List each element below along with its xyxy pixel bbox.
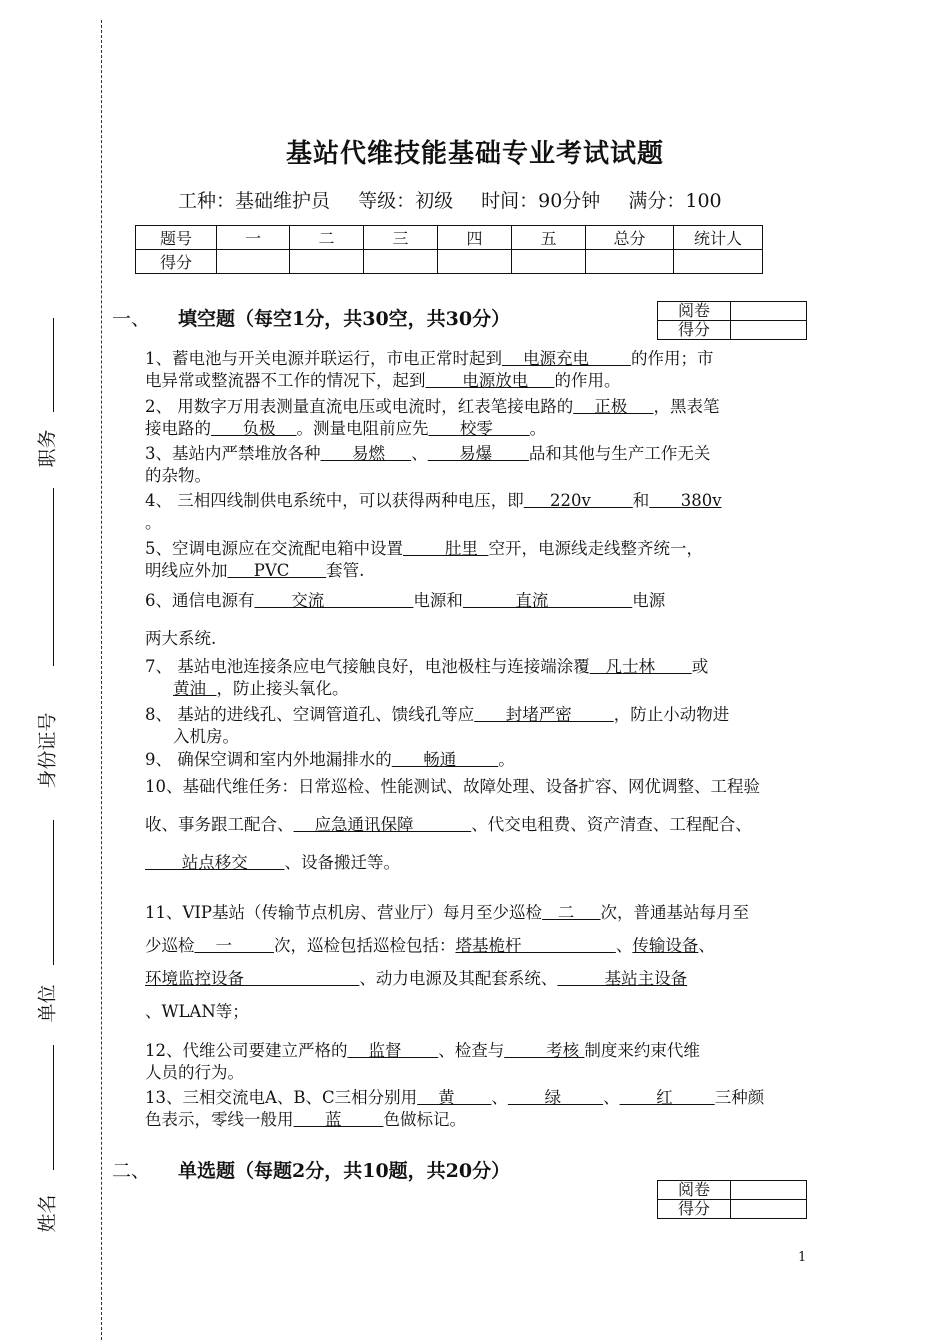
unit-label: 单位 [36, 984, 59, 1023]
question-9: 9、 确保空调和室内外地漏排水的 畅通 。 [145, 750, 515, 769]
score-table [135, 225, 763, 274]
reviewer-field[interactable] [731, 302, 807, 321]
score-empty-cell[interactable] [512, 250, 586, 274]
exam-info [178, 186, 744, 213]
job-label: 职务 [36, 429, 59, 468]
answer-blank: 红 [619, 1088, 715, 1107]
score-label: 得分 [658, 1200, 731, 1219]
section-number: 一、 [112, 308, 151, 330]
answer-blank: 一 [194, 936, 274, 955]
answer-blank: 二 [542, 903, 601, 922]
question-10: 10、基础代维任务：日常巡检、性能测试、故障处理、设备扩容、网优调整、工程验 收、事务跟工配合、 应急通讯保障 、代交电租费、资产清查、工程配合、 站点移交 、设备搬迁等。 [145, 777, 760, 872]
question-6: 6、通信电源有 交流 电源和 直流 电源 两大系统. [145, 591, 666, 648]
answer-blank: 封堵严密 [474, 705, 614, 724]
job-fill-line [53, 318, 54, 412]
score-empty-cell[interactable] [674, 250, 763, 274]
unit-fill-line [53, 1045, 54, 1170]
page-number: 1 [798, 1250, 807, 1265]
reviewer-label: 阅卷 [658, 302, 731, 321]
answer-blank: 考核 [504, 1041, 585, 1060]
answer-blank: 畅通 [391, 750, 499, 769]
score-empty-cell[interactable] [217, 250, 290, 274]
score-cell: 三 [364, 226, 438, 250]
answer-blank: 易爆 [427, 444, 529, 463]
answer-blank: 380v [649, 491, 722, 510]
question-4: 4、 三相四线制供电系统中，可以获得两种电压，即 220v 和 380v 。 [145, 491, 722, 532]
answer-blank: 电源放电 [425, 371, 555, 390]
question-11: 11、VIP基站（传输节点机房、营业厅）每月至少巡检 二 次，普通基站每月至 少巡检 一 次，巡检包括巡检包括：塔基桅杆 、传输设备、 环境监控设备 、动力电源及其配套系统、 基站主设备 、WLAN等； [145, 903, 749, 1021]
binding-dashed-line [101, 20, 102, 1340]
question-13: 13、三相交流电A、B、C三相分别用 黄 、 绿 、 红 三种颜 色表示，零线一般用 蓝 色做标记。 [145, 1088, 765, 1129]
question-8: 8、 基站的进线孔、空调管道孔、馈线孔等应 封堵严密 ，防止小动物进 入机房。 [145, 705, 730, 746]
question-12: 12、代维公司要建立严格的 监督 、检查与 考核 制度来约束代维 人员的行为。 [145, 1041, 700, 1082]
section-1-judge-box [657, 301, 807, 340]
answer-blank: 蓝 [293, 1110, 384, 1129]
score-cell: 一 [217, 226, 290, 250]
exam-full-score: 满分：100 [628, 190, 722, 212]
section-heading: 填空题（每空1分，共30空，共30分） [178, 308, 511, 330]
question-2: 2、 用数字万用表测量直流电压或电流时，红表笔接电路的 正极 ，黑表笔 接电路的 负极 。测量电阻前应先 校零 。 [145, 397, 720, 438]
answer-blank: 传输设备 [632, 936, 699, 955]
answer-blank: 直流 [462, 591, 633, 610]
answer-blank: 应急通讯保障 [293, 815, 472, 834]
section-1-title [112, 304, 510, 331]
answer-blank: 负极 [211, 419, 297, 438]
score-field[interactable] [731, 321, 807, 340]
answer-blank: 环境监控设备 [145, 969, 360, 988]
name-label: 姓名 [36, 1194, 59, 1233]
answer-blank: 正极 [573, 397, 654, 416]
exam-type: 工种：基础维护员 [178, 190, 331, 212]
section-heading: 单选题（每题2分，共10题，共20分） [178, 1160, 511, 1182]
answer-blank: 塔基桅杆 [455, 936, 616, 955]
exam-level: 等级：初级 [358, 190, 454, 212]
section-2-judge-box [657, 1180, 807, 1219]
score-empty-cell[interactable] [364, 250, 438, 274]
id-fill-line [53, 820, 54, 965]
score-cell: 四 [438, 226, 512, 250]
answer-blank: 220v [523, 491, 633, 510]
answer-blank: 黄油 [173, 679, 217, 698]
exam-time: 时间：90分钟 [481, 190, 601, 212]
answer-blank: 肚里 [403, 539, 489, 558]
answer-blank: PVC [227, 561, 327, 580]
section-number: 二、 [112, 1160, 151, 1182]
question-3: 3、基站内严禁堆放各种 易燃 、 易爆 品和其他与生产工作无关 的杂物。 [145, 444, 711, 485]
answer-blank: 监督 [347, 1041, 439, 1060]
question-7: 7、 基站电池连接条应电气接触良好，电池极柱与连接端涂覆 凡士林 或 黄油 ，防止接头氧化。 [145, 657, 709, 698]
question-1: 1、蓄电池与开关电源并联运行，市电正常时起到 电源充电 的作用；市 电异常或整流器不工作的情况下，起到 电源放电 的作用。 [145, 349, 714, 390]
score-cell: 五 [512, 226, 586, 250]
section-2-title [112, 1156, 510, 1183]
answer-blank: 电源充电 [502, 349, 631, 368]
score-empty-cell[interactable] [586, 250, 674, 274]
score-empty-cell[interactable] [290, 250, 364, 274]
score-cell: 题号 [136, 226, 217, 250]
question-5: 5、空调电源应在交流配电箱中设置 肚里 空开，电源线走线整齐统一， 明线应外加 PVC 套管. [145, 539, 703, 580]
score-cell: 得分 [136, 250, 217, 274]
answer-blank: 校零 [428, 419, 530, 438]
reviewer-label: 阅卷 [658, 1181, 731, 1200]
answer-blank: 站点移交 [145, 853, 285, 872]
job-fill-line-2 [53, 488, 54, 666]
score-label: 得分 [658, 321, 731, 340]
score-empty-cell[interactable] [438, 250, 512, 274]
score-header-row [136, 226, 763, 250]
answer-blank: 凡士林 [589, 657, 692, 676]
answer-blank: 基站主设备 [557, 969, 688, 988]
answer-blank: 交流 [254, 591, 414, 610]
score-field[interactable] [731, 1200, 807, 1219]
answer-blank: 黄 [417, 1088, 492, 1107]
id-number-label: 身份证号 [36, 712, 59, 789]
answer-blank: 绿 [507, 1088, 604, 1107]
score-cell: 总分 [586, 226, 674, 250]
score-value-row [136, 250, 763, 274]
answer-blank: 易燃 [320, 444, 412, 463]
reviewer-field[interactable] [731, 1181, 807, 1200]
score-cell: 二 [290, 226, 364, 250]
score-cell: 统计人 [674, 226, 763, 250]
exam-title: 基站代维技能基础专业考试试题 [285, 139, 664, 169]
